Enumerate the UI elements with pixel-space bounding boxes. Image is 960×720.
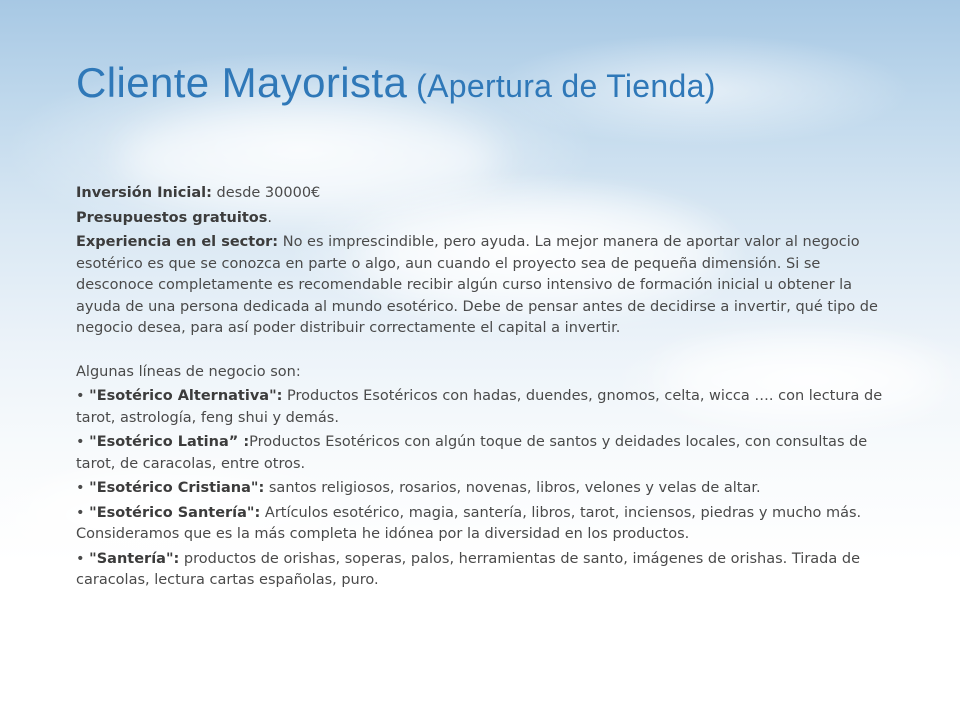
slide-body: [76, 183, 894, 595]
bullet-text: santos religiosos, rosarios, novenas, libros, velones y velas de altar.: [264, 480, 761, 496]
lineas-intro: Algunas líneas de negocio son:: [76, 363, 301, 380]
bullet-label: "Esotérico Cristiana":: [89, 480, 265, 496]
presupuestos-label: Presupuestos gratuitos: [76, 209, 268, 226]
inversion-value: desde 30000€: [211, 185, 321, 201]
bullet-icon: •: [76, 388, 90, 404]
bullet-item: [76, 478, 894, 500]
bullet-icon: •: [76, 434, 90, 450]
slide-title: [76, 59, 716, 106]
bullet-label: "Santería":: [89, 550, 180, 567]
bullet-item: [76, 386, 894, 429]
experiencia-text: No es imprescindible, pero ayuda. La mejor manera de aportar valor al negocio esotérico es que se conozca en parte o algo, aun cuando el proyecto sea de pequeña dimensión. Si se desconoce completamente es recomendable recibir algún curso intensivo de formación inicial u obtener la ayuda de una persona dedicada al mundo esotérico. Debe de pensar antes de decidirse a invertir, qué tipo de negocio desea, para así poder distribuir correctamente el capital a invertir.: [76, 234, 878, 336]
bullet-icon: •: [76, 480, 90, 496]
experiencia-label: Experiencia en el sector:: [76, 234, 279, 250]
bullet-text: Artículos esotérico, magia, santería, libros, tarot, inciensos, piedras y mucho más. Consideramos que es la más completa he idónea por la diversidad en los productos.: [76, 504, 862, 542]
bullet-text: Productos Esotéricos con algún toque de santos y deidades locales, con consultas de tarot, de caracolas, entre otros.: [76, 434, 868, 472]
bullet-label: "Esotérico Santería":: [89, 504, 261, 521]
slide-title-main: Cliente Mayorista: [76, 59, 408, 106]
bullet-label: "Esotérico Alternativa":: [89, 388, 283, 404]
slide-title-subtitle: (Apertura de Tienda): [416, 68, 716, 104]
experiencia-paragraph: [76, 232, 894, 340]
presupuestos-text: .: [267, 209, 272, 226]
bullet-item: [76, 549, 894, 592]
bullet-text: Productos Esotéricos con hadas, duendes, gnomos, celta, wicca …. con lectura de tarot, astrología, feng shui y demás.: [76, 388, 883, 426]
bullet-text: productos de orishas, soperas, palos, herramientas de santo, imágenes de orishas. Tirada de caracolas, lectura cartas españolas, puro.: [76, 550, 861, 588]
inversion-label: Inversión Inicial:: [76, 185, 212, 201]
bullet-icon: •: [76, 550, 90, 567]
presupuestos-line: [76, 208, 894, 230]
bullet-item: [76, 432, 894, 475]
bullet-item: [76, 503, 894, 546]
inversion-line: [76, 183, 894, 205]
bullet-icon: •: [76, 504, 90, 521]
bullet-label: "Esotérico Latina” :: [89, 434, 250, 450]
